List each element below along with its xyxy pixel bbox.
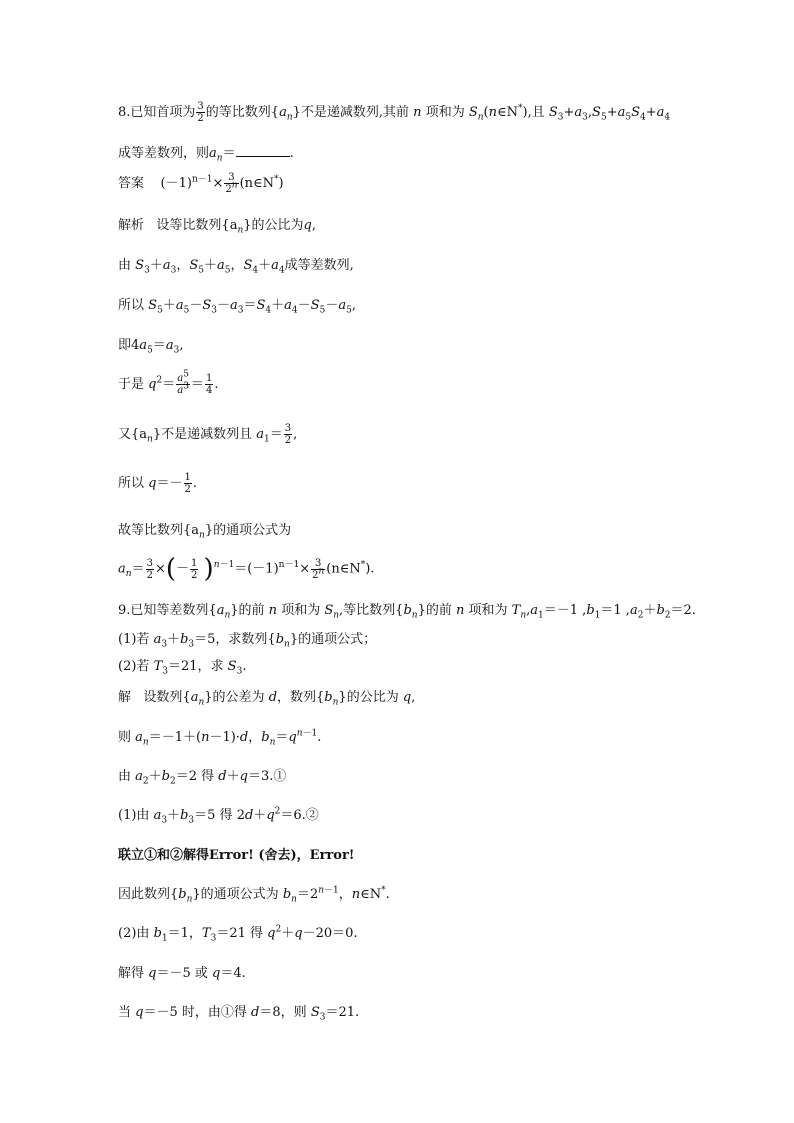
q8-solution-line1: 解析 设等比数列$\{a_n\}$的公比为q, — [118, 218, 316, 236]
q9-part2: (2)若 $T_3=21$，求 $S_3$. — [118, 659, 247, 677]
q9-solution-line9: 当 q＝－5 时，由①得 d＝8，则 $S_3=21$. — [118, 1005, 360, 1023]
q9-solution-line2: 则 $a_n=-1+(n-1)\cdot d$，$b_n=q^{n-1}$. — [118, 728, 322, 748]
q9-solution-line6: 因此数列$\{b_n\}$的通项公式为 $b_n=2^{n-1}$，n∈N*. — [118, 885, 390, 905]
q9-part1: (1)若 $a_3+b_3=5$，求数列$\{b_n\}$的通项公式； — [118, 632, 377, 650]
q9-solution-line5: 联立①和②解得Error! (舍去)，Error! — [118, 848, 355, 863]
q8-solution-line4: 即$4a_5=a_3$, — [118, 338, 184, 356]
q9-statement-line1: 9.已知等差数列$\{a_n\}$的前 n 项和为 $S_n$,等比数列$\{b_n\}$的前 n 项和为 $T_n,a_1=-1$ $,b_1=1$ $,a_2+b_2=2$. — [118, 603, 696, 621]
q9-solution-line7: (2)由 $b_1=1$，$T_3=21$ 得 $q^2+q-20=0$. — [118, 924, 358, 944]
q8-solution-line8: 故等比数列$\{a_n\}$的通项公式为 — [118, 523, 292, 541]
q9-solution-line3: 由 $a_2+b_2=2$ 得 d＋q＝3.① — [118, 769, 287, 787]
q8-solution-line6: 又$\{a_n\}$不是递减数列且 $a_1=$ $\frac{3}{2}$ , — [118, 423, 298, 446]
q8-statement-line1: 8.已知首项为 $\frac{3}{2}$ 的等比数列$\{a_n\}$不是递减数列,其前 n 项和为 $S_n(n\in N^*)$,且 $S_3+a_3,S_5+a_5S_4+a_4$ — [118, 101, 671, 124]
q9-solution-line1: 解 设数列$\{a_n\}$的公差为 d，数列$\{b_n\}$的公比为 q, — [118, 690, 416, 708]
q8-answer: 答案 $(-1)^{n-1}\times$ $\frac{3}{2^n}$ (n∈N*) — [118, 172, 284, 195]
answer-blank — [236, 145, 290, 157]
q8-solution-line9: $a_n=$ $\frac{3}{2}$ ×(－ $\frac{1}{2}$ )$^{n-1}=(-1)^{n-1}\times$ $\frac{3}{2^n}$ (n∈N*). — [118, 554, 375, 584]
q8-solution-line3: 所以 $S_5+a_5-S_3-a_3=S_4+a_4-S_5-a_5$, — [118, 298, 356, 316]
q8-solution-line2: 由 $S_3+a_3$，$S_5+a_5$，$S_4+a_4$成等差数列, — [118, 258, 354, 276]
q8-solution-line7: 所以 q＝－ $\frac{1}{2}$ . — [118, 472, 198, 495]
fraction-3-over-2: $\frac{3}{2}$ — [197, 101, 204, 124]
q8-statement-line2: 成等差数列，则$a_n=$ . — [118, 146, 294, 164]
q9-solution-line4: (1)由 $a_3+b_3=5$ 得 $2d+q^2=6.②$ — [118, 806, 319, 826]
q8-solution-line5: 于是 $q^2=$ $\frac{a^5}{a^3}$ ＝ $\frac{1}{4}$ . — [118, 369, 219, 396]
q9-solution-line8: 解得 q＝－5 或 q＝4. — [118, 966, 246, 981]
